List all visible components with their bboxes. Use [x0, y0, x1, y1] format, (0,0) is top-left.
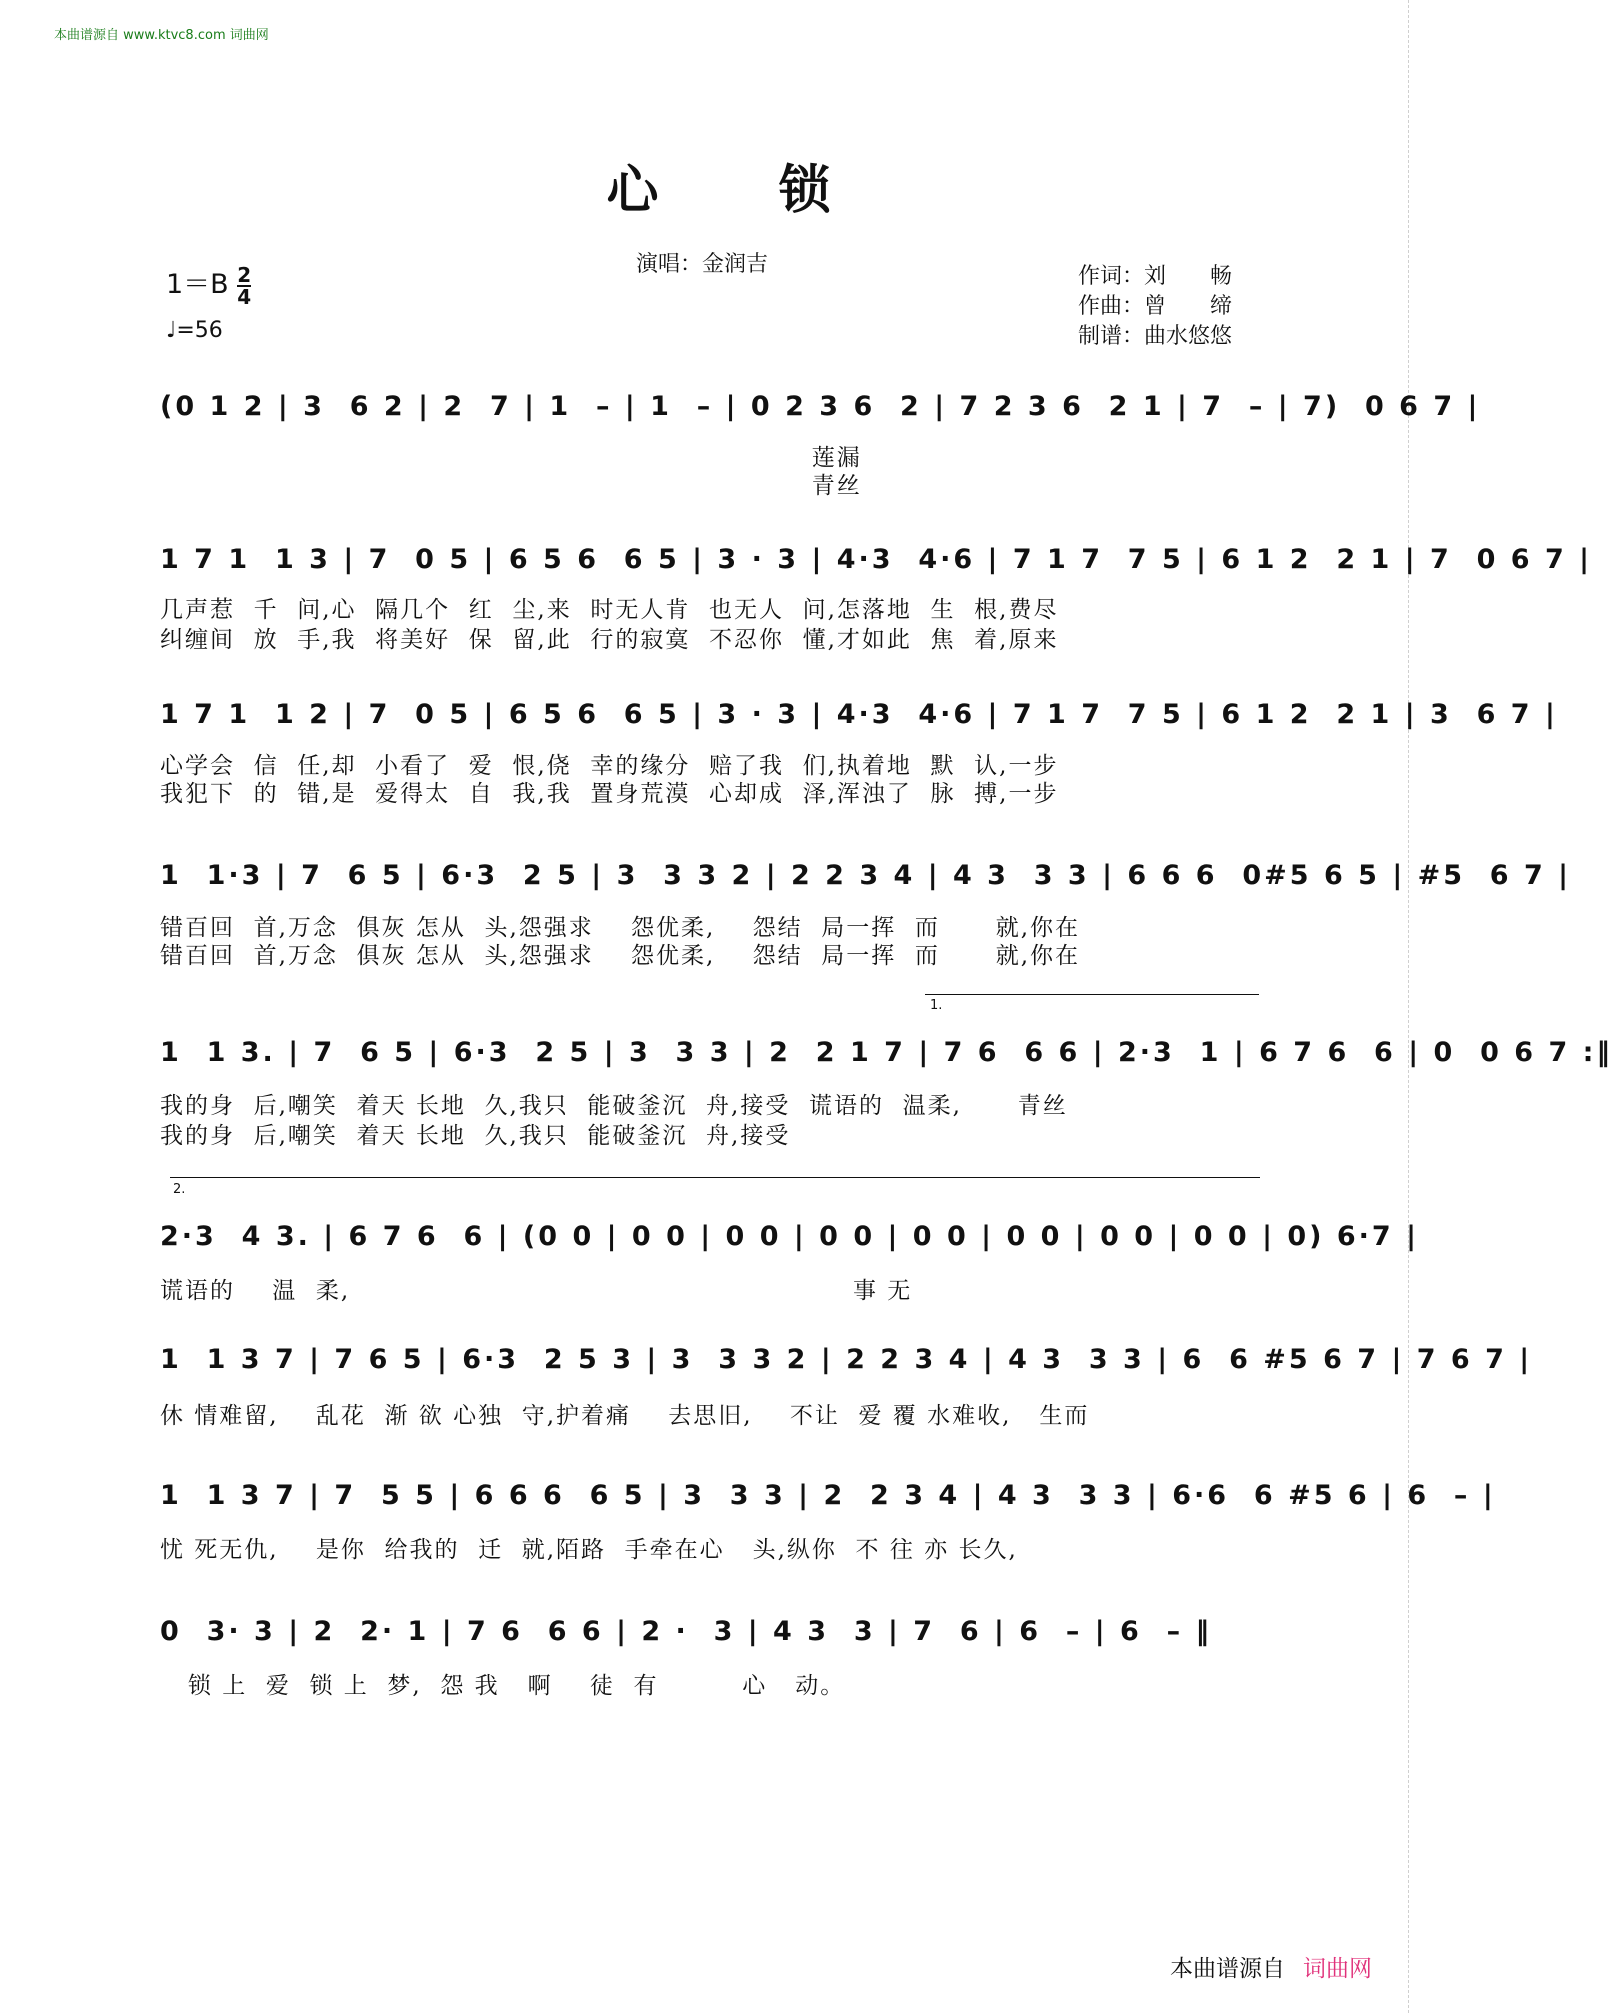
lyric-row-4a: 错百回 首,万念 俱灰 怎从 头,怨强求 怨优柔, 怨结 局一挥 而 就,你在	[160, 915, 1081, 941]
lyric-row-3b: 我犯下 的 错,是 爱得太 自 我,我 置身荒漠 心却成 泽,浑浊了 脉 搏,一步	[160, 781, 1059, 807]
lyric-row-9: 锁 上 爱 锁 上 梦, 怨 我 啊 徒 有 心 动。	[160, 1673, 846, 1699]
lyric-row-7: 休 情难留, 乱花 渐 欲 心独 守,护着痛 去思旧, 不让 爱 覆 水难收, 生而	[160, 1403, 1090, 1429]
score-row-6	[160, 1207, 1419, 1267]
credits-block	[1078, 262, 1232, 352]
score-row-8	[160, 1466, 1496, 1526]
second-ending-bracket	[170, 1177, 1260, 1178]
lyric-row-8: 忧 死无仇, 是你 给我的 迁 就,陌路 手牵在心 头,纵你 不 往 亦 长久,	[160, 1537, 1018, 1563]
tempo-mark: ♩=56	[166, 318, 223, 343]
song-title: 心锁	[606, 161, 951, 221]
lyric-row-1b: 青丝	[160, 473, 862, 499]
notation-row-2: 1 7 1 1 3 | 7 0 5 | 6 5 6 6 5 | 3 · 3 | 4·3 4·6 | 7 1 7 7 5 | 6 1 2 2 1 | 7 0 6 7 |	[160, 544, 1593, 575]
lyric-row-1a: 莲漏	[160, 445, 862, 471]
notation-row-3: 1 7 1 1 2 | 7 0 5 | 6 5 6 6 5 | 3 · 3 | 4·3 4·6 | 7 1 7 7 5 | 6 1 2 2 1 | 3 6 7 |	[160, 699, 1558, 730]
source-footer[interactable]	[1170, 1950, 1372, 1983]
right-border	[1408, 0, 1409, 2013]
key-signature	[166, 262, 251, 307]
first-ending-label: 1.	[930, 998, 943, 1013]
footer-brand-link[interactable]: 词曲网	[1303, 1956, 1372, 1982]
score-row-2	[160, 530, 1593, 590]
left-edge-watermark	[2, 0, 12, 2013]
notation-row-6: 2·3 4 3. | 6 7 6 6 | (0 0 | 0 0 | 0 0 | 0 0 | 0 0 | 0 0 | 0 0 | 0 0 | 0) 6·7 |	[160, 1221, 1419, 1252]
score-row-1	[160, 377, 1481, 437]
second-ending-label: 2.	[173, 1182, 186, 1197]
score-row-5	[160, 1023, 1613, 1083]
first-ending-bracket	[925, 994, 1259, 995]
key-label: 1＝B	[166, 269, 229, 300]
composer-credit: 作曲：曾 缔	[1078, 294, 1233, 319]
arranger-credit: 制谱：曲水悠悠	[1078, 324, 1233, 349]
score-row-3	[160, 685, 1558, 745]
notation-row-8: 1 1 3 7 | 7 5 5 | 6 6 6 6 5 | 3 3 3 | 2 2 3 4 | 4 3 3 3 | 6·6 6 #5 6 | 6 – |	[160, 1480, 1496, 1511]
notation-row-9: 0 3· 3 | 2 2· 1 | 7 6 6 6 | 2 · 3 | 4 3 3 | 7 6 | 6 – | 6 – ‖	[160, 1616, 1213, 1647]
score-row-7	[160, 1330, 1533, 1390]
time-top: 2	[237, 262, 252, 287]
singer-credit: 演唱：金润吉	[636, 252, 769, 277]
lyric-row-2b: 纠缠间 放 手,我 将美好 保 留,此 行的寂寞 不忍你 懂,才如此 焦 着,原来	[160, 627, 1059, 653]
footer-source-label: 本曲谱源自	[1170, 1956, 1285, 1982]
score-row-9	[160, 1602, 1270, 1662]
time-bottom: 4	[237, 284, 252, 309]
lyric-row-5b: 我的身 后,嘲笑 着天 长地 久,我只 能破釜沉 舟,接受	[160, 1123, 791, 1149]
score-row-4	[160, 846, 1572, 906]
lyric-row-2a: 几声惹 千 问,心 隔几个 红 尘,来 时无人肯 也无人 问,怎落地 生 根,费尽	[160, 597, 1059, 623]
notation-row-7: 1 1 3 7 | 7 6 5 | 6·3 2 5 3 | 3 3 3 2 | 2 2 3 4 | 4 3 3 3 | 6 6 #5 6 7 | 7 6 7 |	[160, 1344, 1533, 1375]
notation-row-1: (0 1 2 | 3 6 2 | 2 7 | 1 – | 1 – | 0 2 3 6 2 | 7 2 3 6 2 1 | 7 – | 7) 0 6 7 |	[160, 391, 1481, 422]
lyric-row-4b: 错百回 首,万念 俱灰 怎从 头,怨强求 怨优柔, 怨结 局一挥 而 就,你在	[160, 943, 1081, 969]
source-link-top[interactable]: 本曲谱源自 www.ktvc8.com 词曲网	[54, 28, 269, 43]
lyricist-credit: 作词：刘 畅	[1078, 264, 1233, 289]
notation-row-5: 1 1 3. | 7 6 5 | 6·3 2 5 | 3 3 3 | 2 2 1 7 | 7 6 6 6 | 2·3 1 | 6 7 6 6 | 0 0 6 7 :‖	[160, 1037, 1613, 1068]
right-edge-watermark	[1418, 0, 1432, 2013]
lyric-row-3a: 心学会 信 任,却 小看了 爱 恨,侥 幸的缘分 赔了我 们,执着地 默 认,一步	[160, 753, 1059, 779]
lyric-row-5a: 我的身 后,嘲笑 着天 长地 久,我只 能破釜沉 舟,接受 谎语的 温柔, 青丝	[160, 1093, 1068, 1119]
time-signature	[237, 262, 252, 309]
notation-row-4: 1 1·3 | 7 6 5 | 6·3 2 5 | 3 3 3 2 | 2 2 3 4 | 4 3 3 3 | 6 6 6 0#5 6 5 | #5 6 7 |	[160, 860, 1572, 891]
lyric-row-6: 谎语的 温 柔, 事 无	[160, 1278, 913, 1304]
